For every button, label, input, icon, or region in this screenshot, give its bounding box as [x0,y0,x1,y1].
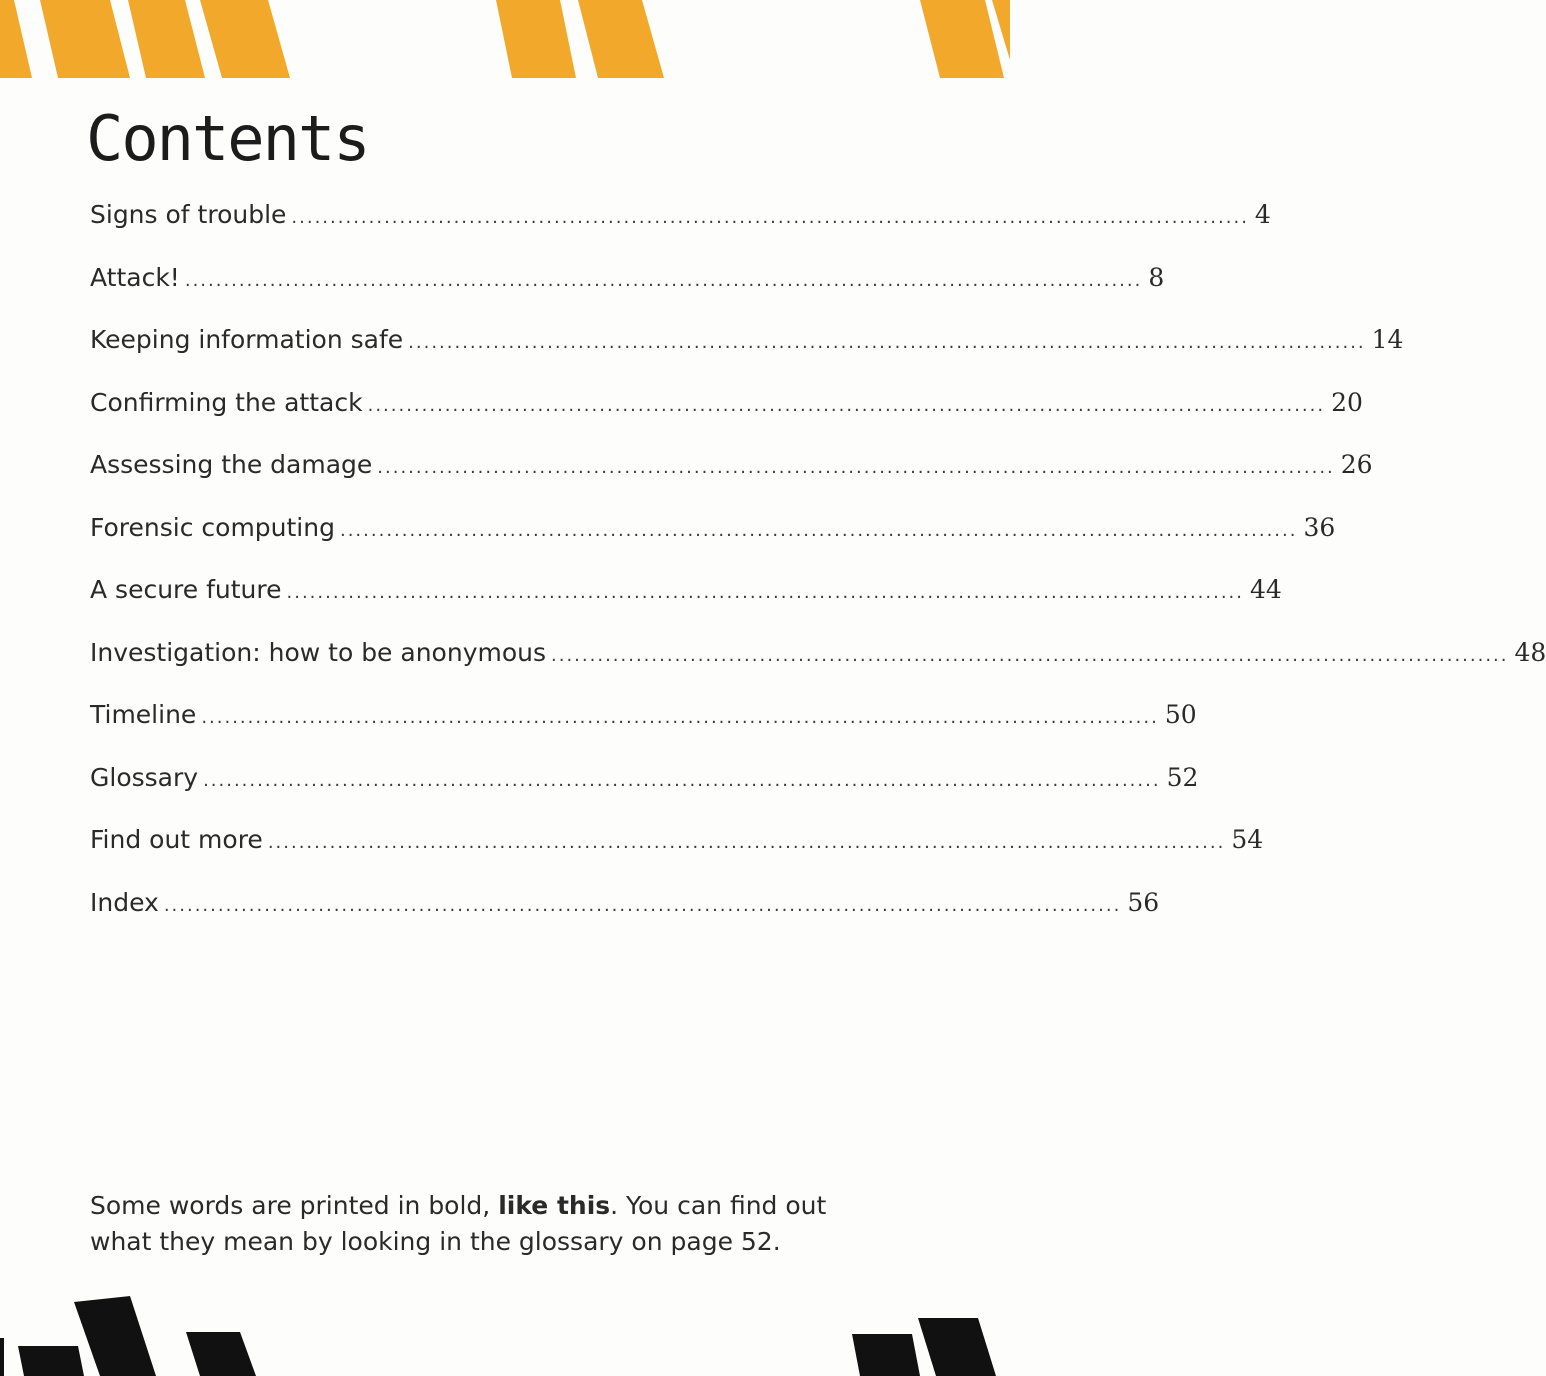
toc-entry[interactable] [90,325,1404,388]
toc-page-number: 48 [1514,637,1546,667]
toc-entry-label: Keeping information safe [90,325,404,354]
toc-entry[interactable] [90,387,1363,451]
toc-page-number: 4 [1254,200,1271,229]
dot-leader: ............................................................................................................................ [184,269,1143,291]
toc-entry-label: Signs of trouble [90,200,287,229]
toc-page-number: 14 [1371,325,1404,354]
dot-leader: ............................................................................................................................ [201,707,1159,728]
toc-page-number: 26 [1340,450,1373,479]
dot-leader: ............................................................................................................................ [267,832,1226,853]
toc-entry-label: Investigation: how to be anonymous [90,637,547,667]
dot-leader: ............................................................................................................................ [408,332,1366,353]
toc-entry-label: Find out more [90,825,263,854]
toc-entry-label: Timeline [90,700,197,729]
toc-entry-label: A secure future [90,575,282,604]
note-bold-example: like this [498,1191,611,1220]
toc-entry-label: Attack! [90,262,180,292]
toc-entry-label: Glossary [90,762,199,792]
dot-leader: ............................................................................................................................ [203,769,1161,791]
note-text-start: Some words are printed in bold, [90,1191,499,1220]
toc-page-number: 8 [1148,262,1165,292]
toc-entry-label: Confirming the attack [90,387,363,417]
toc-entry-label: Forensic computing [90,512,335,542]
note-text-end: . You can find out what they mean by looking in the glossary on page 52. [90,1191,827,1256]
toc-page-number: 50 [1164,700,1197,729]
toc-entry[interactable] [90,200,1271,263]
dot-leader: ............................................................................................................................ [551,644,1509,666]
dot-leader: ............................................................................................................................ [291,207,1249,228]
top-stripe-decoration [0,0,1010,80]
dot-leader: ............................................................................................................................ [286,582,1245,603]
toc-page-number: 44 [1250,575,1282,604]
toc-page-number: 56 [1127,887,1160,917]
toc-entry[interactable] [90,700,1197,763]
dot-leader: ............................................................................................................................ [367,394,1326,416]
toc-entry[interactable] [90,512,1336,576]
toc-entry[interactable] [90,262,1165,326]
toc-entry[interactable] [90,637,1546,701]
toc-entry[interactable] [90,887,1160,951]
dot-leader: ............................................................................................................................ [377,457,1335,478]
glossary-note [90,1188,870,1260]
toc-entry[interactable] [90,450,1373,513]
toc-page-number: 20 [1331,387,1363,417]
bottom-stripe-decoration [0,1296,1010,1376]
dot-leader: ............................................................................................................................ [163,894,1122,916]
page-title: Contents [86,102,369,175]
toc-entry-label: Index [90,887,159,917]
contents-list [90,200,1546,950]
toc-entry[interactable] [90,762,1199,826]
toc-page-number: 52 [1166,762,1199,792]
toc-page-number: 36 [1303,512,1336,542]
dot-leader: ............................................................................................................................ [339,519,1298,541]
toc-page-number: 54 [1231,825,1264,854]
toc-entry[interactable] [90,575,1282,638]
toc-entry-label: Assessing the damage [90,450,373,479]
toc-entry[interactable] [90,825,1264,888]
